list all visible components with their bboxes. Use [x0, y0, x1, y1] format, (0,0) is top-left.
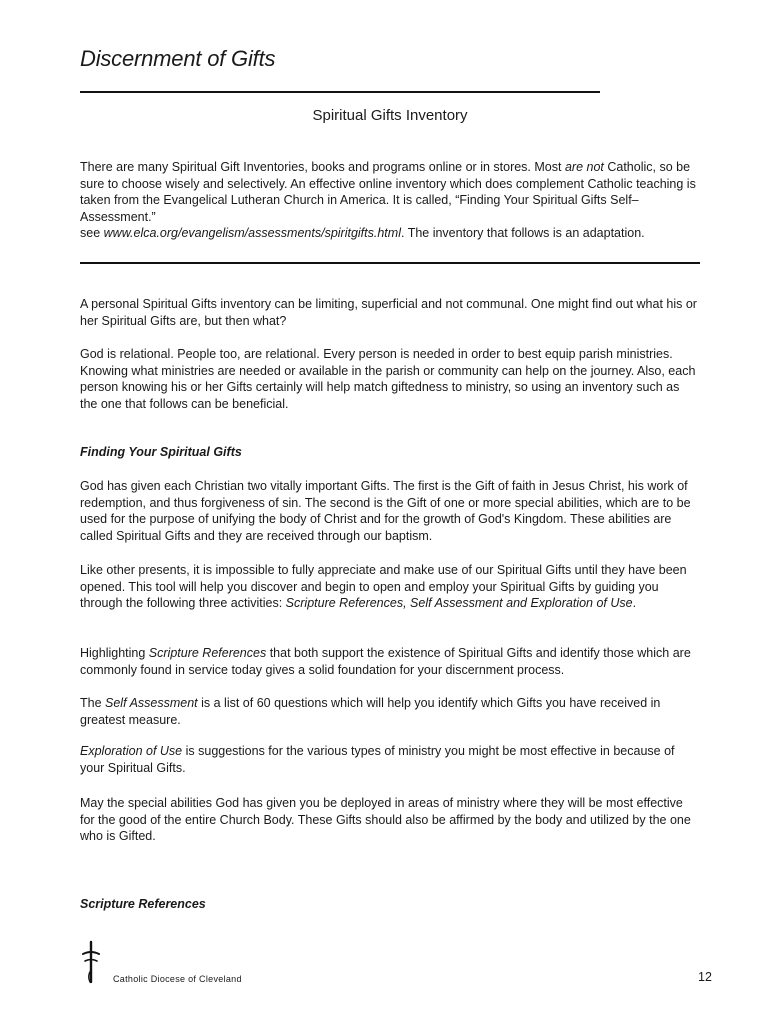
assessment-text-1: The [80, 696, 106, 710]
intro-text-1: There are many Spiritual Gift Inventories, books and programs online or in stores. Most [80, 160, 565, 174]
inventory-heading: Spiritual Gifts Inventory [312, 107, 468, 124]
intro-divider [80, 262, 700, 264]
presents-emphasis: Scripture References, Self Assessment and Exploration of Use [285, 596, 633, 611]
title-divider [80, 91, 600, 93]
scripture-text-1: Highlighting [80, 646, 149, 660]
paragraph-scripture-intro [80, 645, 700, 678]
see-prefix: see [80, 226, 104, 241]
see-suffix: . The inventory that follows is an adaptation. [400, 226, 645, 241]
intro-see-line [80, 225, 700, 242]
intro-text-2: Catholic, so be sure to choose wisely and selectively. An effective online inventory which does complement Catholic teaching is taken from the Evangelical Lutheran Church in America. It is called, “Finding Your Spiritual Gifts Self–Assessment.” [80, 160, 696, 224]
paragraph-self-assessment [80, 695, 700, 728]
footer-organization: Catholic Diocese of Cleveland [113, 974, 242, 984]
assessment-text-2: is a list of 60 questions which will help you identify which Gifts you have received in greatest measure. [80, 696, 661, 727]
paragraph-deployment: May the special abilities God has given you be deployed in areas of ministry where they will be most effective for the good of the entire Church Body. These Gifts should also be affirmed by the body and utilized by the one who is Gifted. [80, 796, 691, 844]
paragraph-two-gifts: God has given each Christian two vitally important Gifts. The first is the Gift of faith in Jesus Christ, his work of redemption, and thus forgiveness of sin. The second is the Gift of one or more special abilities, which are to be used for the purpose of unifying the body of Christ and for the growth of God's Kingdom. These abilities are called Spiritual Gifts and they are received through our baptism. [80, 479, 691, 543]
heading-scripture-references: Scripture References [80, 897, 206, 911]
scripture-emphasis: Scripture References [148, 646, 267, 660]
presents-text: Like other presents, it is impossible to fully appreciate and make use of our Spiritual Gifts until they have been opened. This tool will help you discover and begin to open and employ your Spiritual Gifts by guiding you through the following three activities: [80, 563, 687, 611]
exploration-text: is suggestions for the various types of ministry you might be most effective in because of your Spiritual Gifts. [80, 744, 675, 775]
inventory-url: www.elca.org/evangelism/assessments/spiritgifts.html [103, 226, 401, 241]
intro-paragraph [80, 159, 700, 225]
paragraph-presents [80, 562, 700, 612]
assessment-emphasis: Self Assessment [105, 696, 198, 710]
paragraph-relational: God is relational. People too, are relational. Every person is needed in order to best equip parish ministries. Knowing what ministries are needed or available in the parish or community can help on the journey. Also, each person knowing his or her Gifts certainly will help match giftedness to ministry, so using an inventory such as the one that follows can be beneficial. [80, 347, 696, 411]
intro-emphasis: are not [564, 160, 604, 174]
document-title: Discernment of Gifts [80, 46, 276, 71]
presents-end: . [632, 596, 637, 611]
cross-icon [80, 940, 102, 984]
exploration-emphasis: Exploration of Use [80, 744, 183, 758]
intro-box [80, 159, 700, 242]
scripture-text-2: that both support the existence of Spiritual Gifts and identify those which are commonly found in service today gives a solid foundation for your discernment process. [80, 646, 691, 677]
paragraph-limitations: A personal Spiritual Gifts inventory can be limiting, superficial and not communal. One might find out what his or her Spiritual Gifts are, but then what? [80, 297, 697, 328]
paragraph-exploration [80, 743, 700, 776]
page-number: 12 [698, 970, 712, 984]
heading-finding-gifts: Finding Your Spiritual Gifts [80, 445, 242, 459]
